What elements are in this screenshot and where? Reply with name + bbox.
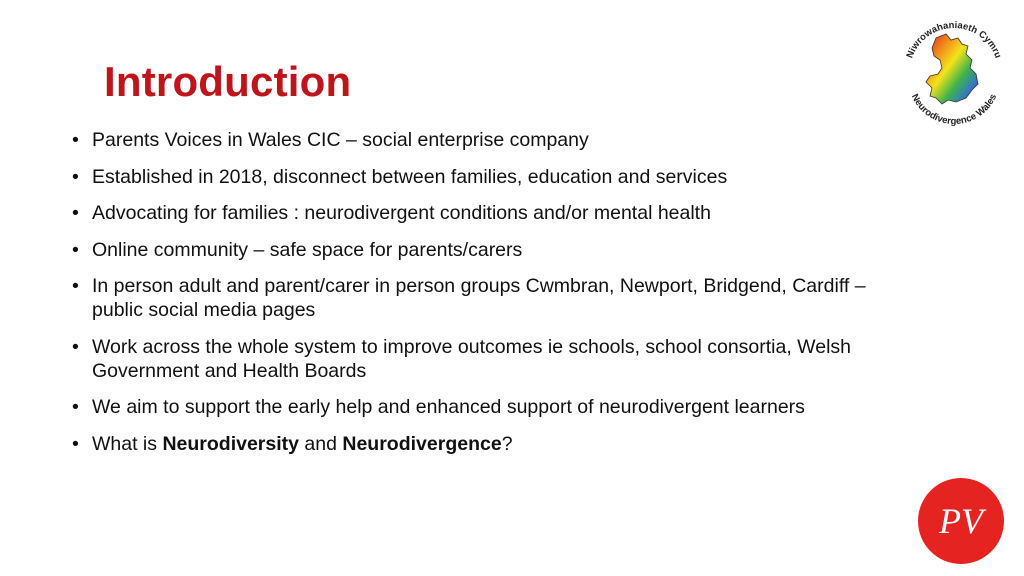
bullet-item: • Advocating for families : neurodivergent conditions and/or mental health — [72, 201, 892, 225]
question-middle: and — [299, 432, 343, 455]
bullet-item: • Work across the whole system to improve outcomes ie schools, school consortia, Welsh Government and Health Boards — [72, 335, 892, 383]
logo-bottom-text: Neurodivergence Wales — [908, 92, 1000, 128]
slide-title: Introduction — [104, 58, 352, 105]
bullet-item: • Parents Voices in Wales CIC – social enterprise company — [72, 128, 892, 152]
wales-map-icon — [926, 34, 978, 104]
question-prefix: What is — [92, 432, 163, 455]
pv-initials: PV — [939, 501, 983, 541]
question-suffix: ? — [501, 432, 513, 455]
bullet-item: • Established in 2018, disconnect between families, education and services — [72, 165, 892, 189]
bullet-list — [72, 128, 892, 468]
bullet-item: • Online community – safe space for parents/carers — [72, 238, 892, 262]
term-neurodiversity: Neurodiversity — [162, 432, 299, 455]
term-neurodivergence: Neurodivergence — [342, 432, 502, 455]
bullet-item: • In person adult and parent/carer in person groups Cwmbran, Newport, Bridgend, Cardiff – public social media pages — [72, 274, 892, 322]
neurodivergence-wales-logo — [896, 8, 1012, 132]
parents-voices-logo — [916, 476, 1006, 566]
bullet-item: • We aim to support the early help and enhanced support of neurodivergent learners — [72, 395, 892, 419]
logo-top-text: Niwrowahaniaeth Cymru — [904, 19, 1004, 60]
bullet-item-question — [72, 432, 892, 456]
